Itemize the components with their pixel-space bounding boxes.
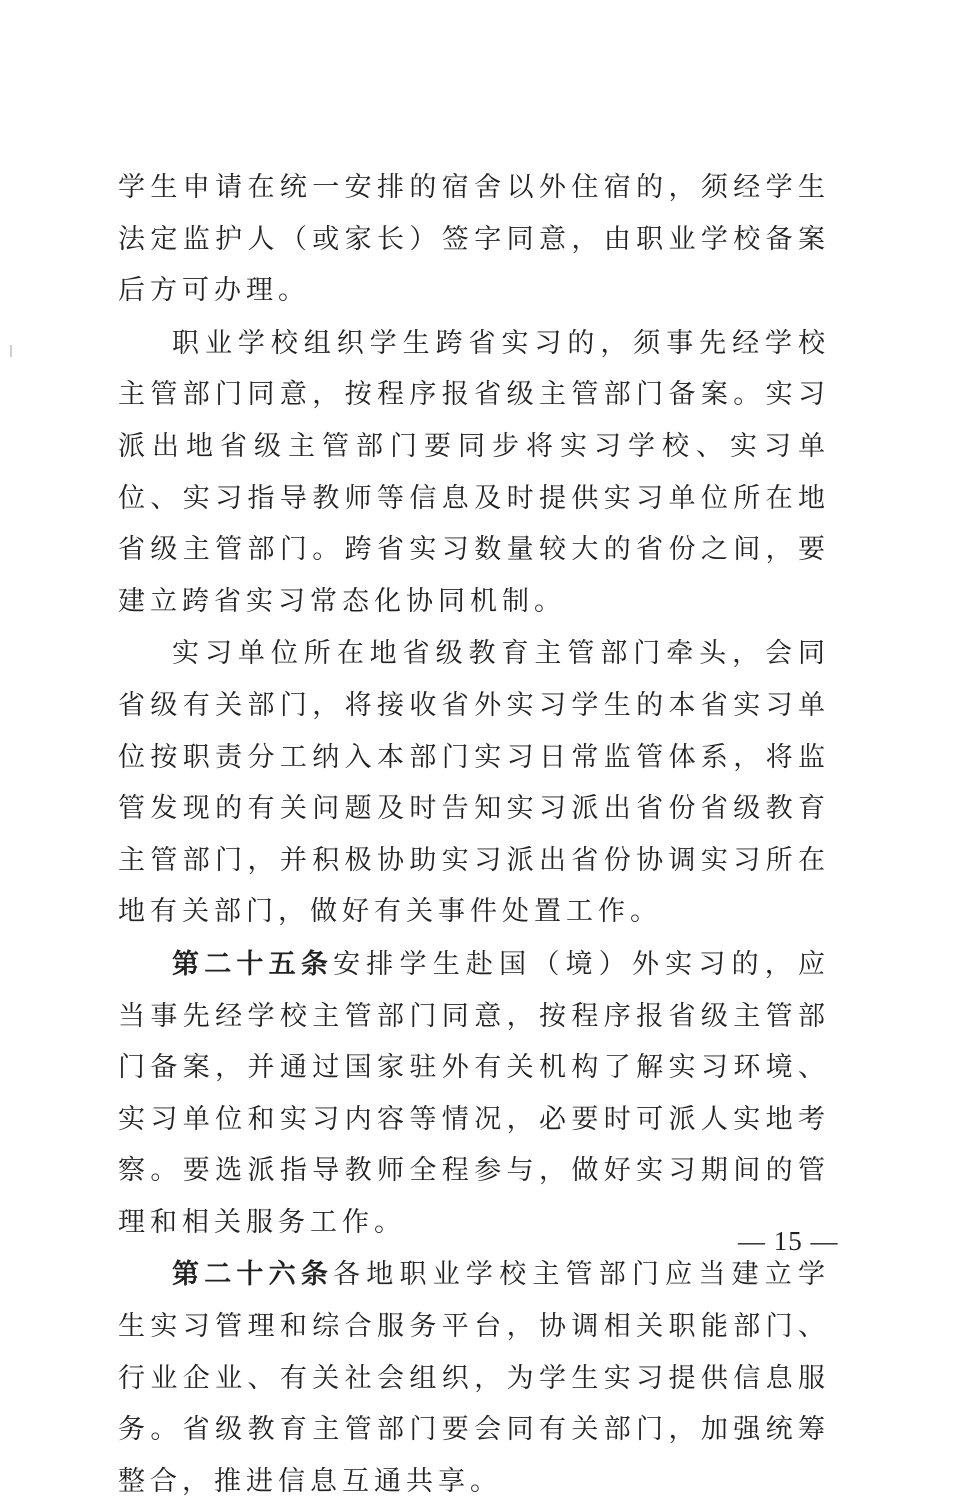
page-number: — 15 — bbox=[738, 1226, 839, 1256]
article-text: 各地职业学校主管部门应当建立学生实习管理和综合服务平台，协调相关职能部门、行业企业、有关社会组织，为学生实习提供信息服务。省级教育主管部门要会同有关部门，加强统筹整合，推进信息互通共享。 bbox=[118, 1259, 831, 1497]
article-25 bbox=[118, 939, 830, 1249]
paragraph-provincial-supervision bbox=[118, 628, 830, 938]
scan-artifact bbox=[10, 345, 12, 357]
paragraph-cross-province-internship bbox=[118, 318, 830, 628]
document-body bbox=[118, 162, 830, 1507]
paragraph-text: 学生申请在统一安排的宿舍以外住宿的，须经学生法定监护人（或家长）签字同意，由职业学校备案后方可办理。 bbox=[118, 172, 830, 307]
article-26 bbox=[118, 1249, 830, 1507]
paragraph-dormitory-continuation bbox=[118, 162, 830, 317]
article-number: 第二十五条 bbox=[172, 948, 334, 980]
paragraph-text: 实习单位所在地省级教育主管部门牵头，会同省级有关部门，将接收省外实习学生的本省实习单位按职责分工纳入本部门实习日常监管体系，将监管发现的有关问题及时告知实习派出省份省级教育主管部门，并积极协助实习派出省份协调实习所在地有关部门，做好有关事件处置工作。 bbox=[118, 638, 830, 928]
article-text: 安排学生赴国（境）外实习的，应当事先经学校主管部门同意，按程序报省级主管部门备案，并通过国家驻外有关机构了解实习环境、实习单位和实习内容等情况，必要时可派人实地考察。要选派指导教师全程参与，做好实习期间的管理和相关服务工作。 bbox=[118, 948, 831, 1238]
paragraph-text: 职业学校组织学生跨省实习的，须事先经学校主管部门同意，按程序报省级主管部门备案。实习派出地省级主管部门要同步将实习学校、实习单位、实习指导教师等信息及时提供实习单位所在地省级主管部门。跨省实习数量较大的省份之间，要建立跨省实习常态化协同机制。 bbox=[118, 327, 830, 617]
article-number: 第二十六条 bbox=[172, 1259, 334, 1291]
